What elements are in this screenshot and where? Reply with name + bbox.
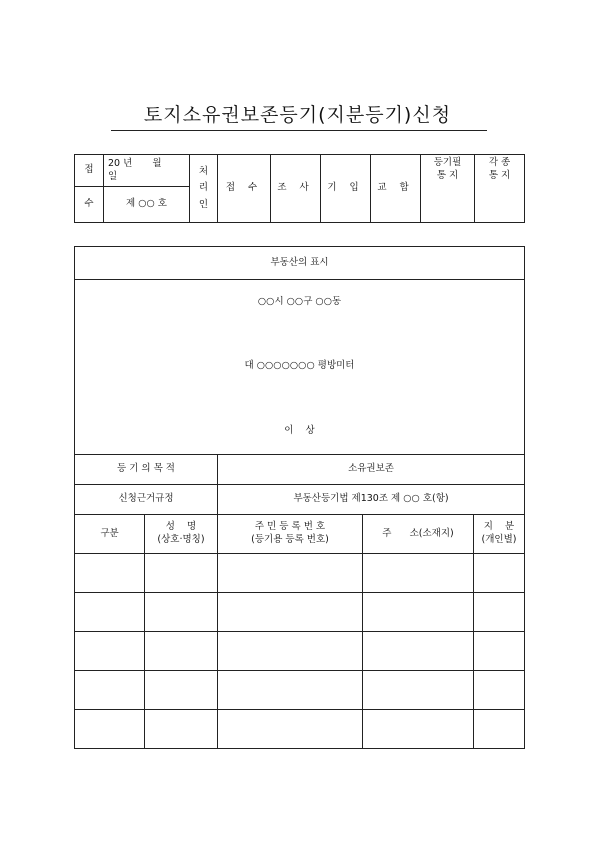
processor-label: 처 리 인 (190, 155, 218, 223)
row-cell[interactable] (145, 632, 218, 671)
row-cell[interactable] (363, 632, 474, 671)
col-collation: 교 합 (371, 155, 421, 223)
receipt-label-top: 접 (75, 155, 104, 187)
title-underline (111, 130, 487, 131)
page-title: 토지소유권보존등기(지분등기)신청 (143, 104, 452, 126)
table-row (75, 671, 525, 710)
row-cell[interactable] (145, 593, 218, 632)
col-entry: 기 입 (321, 155, 371, 223)
col-registration-notice: 등기필 통 지 (421, 155, 475, 223)
receipt-date-year: 20 년 (108, 157, 133, 169)
application-table (74, 246, 525, 749)
basis-value: 부동산등기법 제130조 제 ○○ 호(항) (218, 485, 525, 515)
row-cell[interactable] (145, 554, 218, 593)
row-cell[interactable] (75, 710, 145, 749)
header-share: 지 분 (개인별) (474, 515, 525, 554)
row-cell[interactable] (145, 671, 218, 710)
header-name: 성 명 (상호·명칭) (145, 515, 218, 554)
row-cell[interactable] (218, 710, 363, 749)
row-cell[interactable] (363, 671, 474, 710)
receipt-date-cell (104, 155, 190, 187)
basis-label: 신청근거규정 (75, 485, 218, 515)
row-cell[interactable] (474, 710, 525, 749)
property-description (75, 280, 525, 455)
table-row (75, 632, 525, 671)
row-cell[interactable] (218, 632, 363, 671)
row-cell[interactable] (145, 710, 218, 749)
header-category: 구분 (75, 515, 145, 554)
row-cell[interactable] (363, 554, 474, 593)
row-cell[interactable] (474, 593, 525, 632)
row-cell[interactable] (218, 554, 363, 593)
purpose-label: 등 기 의 목 적 (75, 455, 218, 485)
row-cell[interactable] (474, 554, 525, 593)
row-cell[interactable] (75, 554, 145, 593)
row-cell[interactable] (218, 593, 363, 632)
row-cell[interactable] (474, 671, 525, 710)
table-row (75, 554, 525, 593)
header-address: 주 소(소재지) (363, 515, 474, 554)
property-header: 부동산의 표시 (75, 247, 525, 280)
row-cell[interactable] (75, 593, 145, 632)
col-review: 조 사 (271, 155, 321, 223)
property-land: 대 ○○○○○○○ 평방미터 (244, 360, 355, 371)
receipt-table (74, 154, 525, 223)
row-cell[interactable] (75, 671, 145, 710)
row-cell[interactable] (363, 593, 474, 632)
header-resident-number: 주 민 등 록 번 호 (등기용 등록 번호) (218, 515, 363, 554)
row-cell[interactable] (363, 710, 474, 749)
row-cell[interactable] (75, 632, 145, 671)
receipt-number: 제 ○○ 호 (104, 187, 190, 223)
receipt-label-bottom: 수 (75, 187, 104, 223)
table-row (75, 710, 525, 749)
property-end: 이 상 (284, 425, 315, 436)
purpose-value: 소유권보존 (218, 455, 525, 485)
col-receipt: 접 수 (218, 155, 271, 223)
row-cell[interactable] (218, 671, 363, 710)
receipt-date-month: 월 (152, 157, 162, 169)
col-various-notice: 각 종 통 지 (475, 155, 525, 223)
property-address: ○○시 ○○구 ○○동 (257, 296, 342, 307)
table-row (75, 593, 525, 632)
row-cell[interactable] (474, 632, 525, 671)
receipt-date-day: 일 (108, 170, 118, 182)
